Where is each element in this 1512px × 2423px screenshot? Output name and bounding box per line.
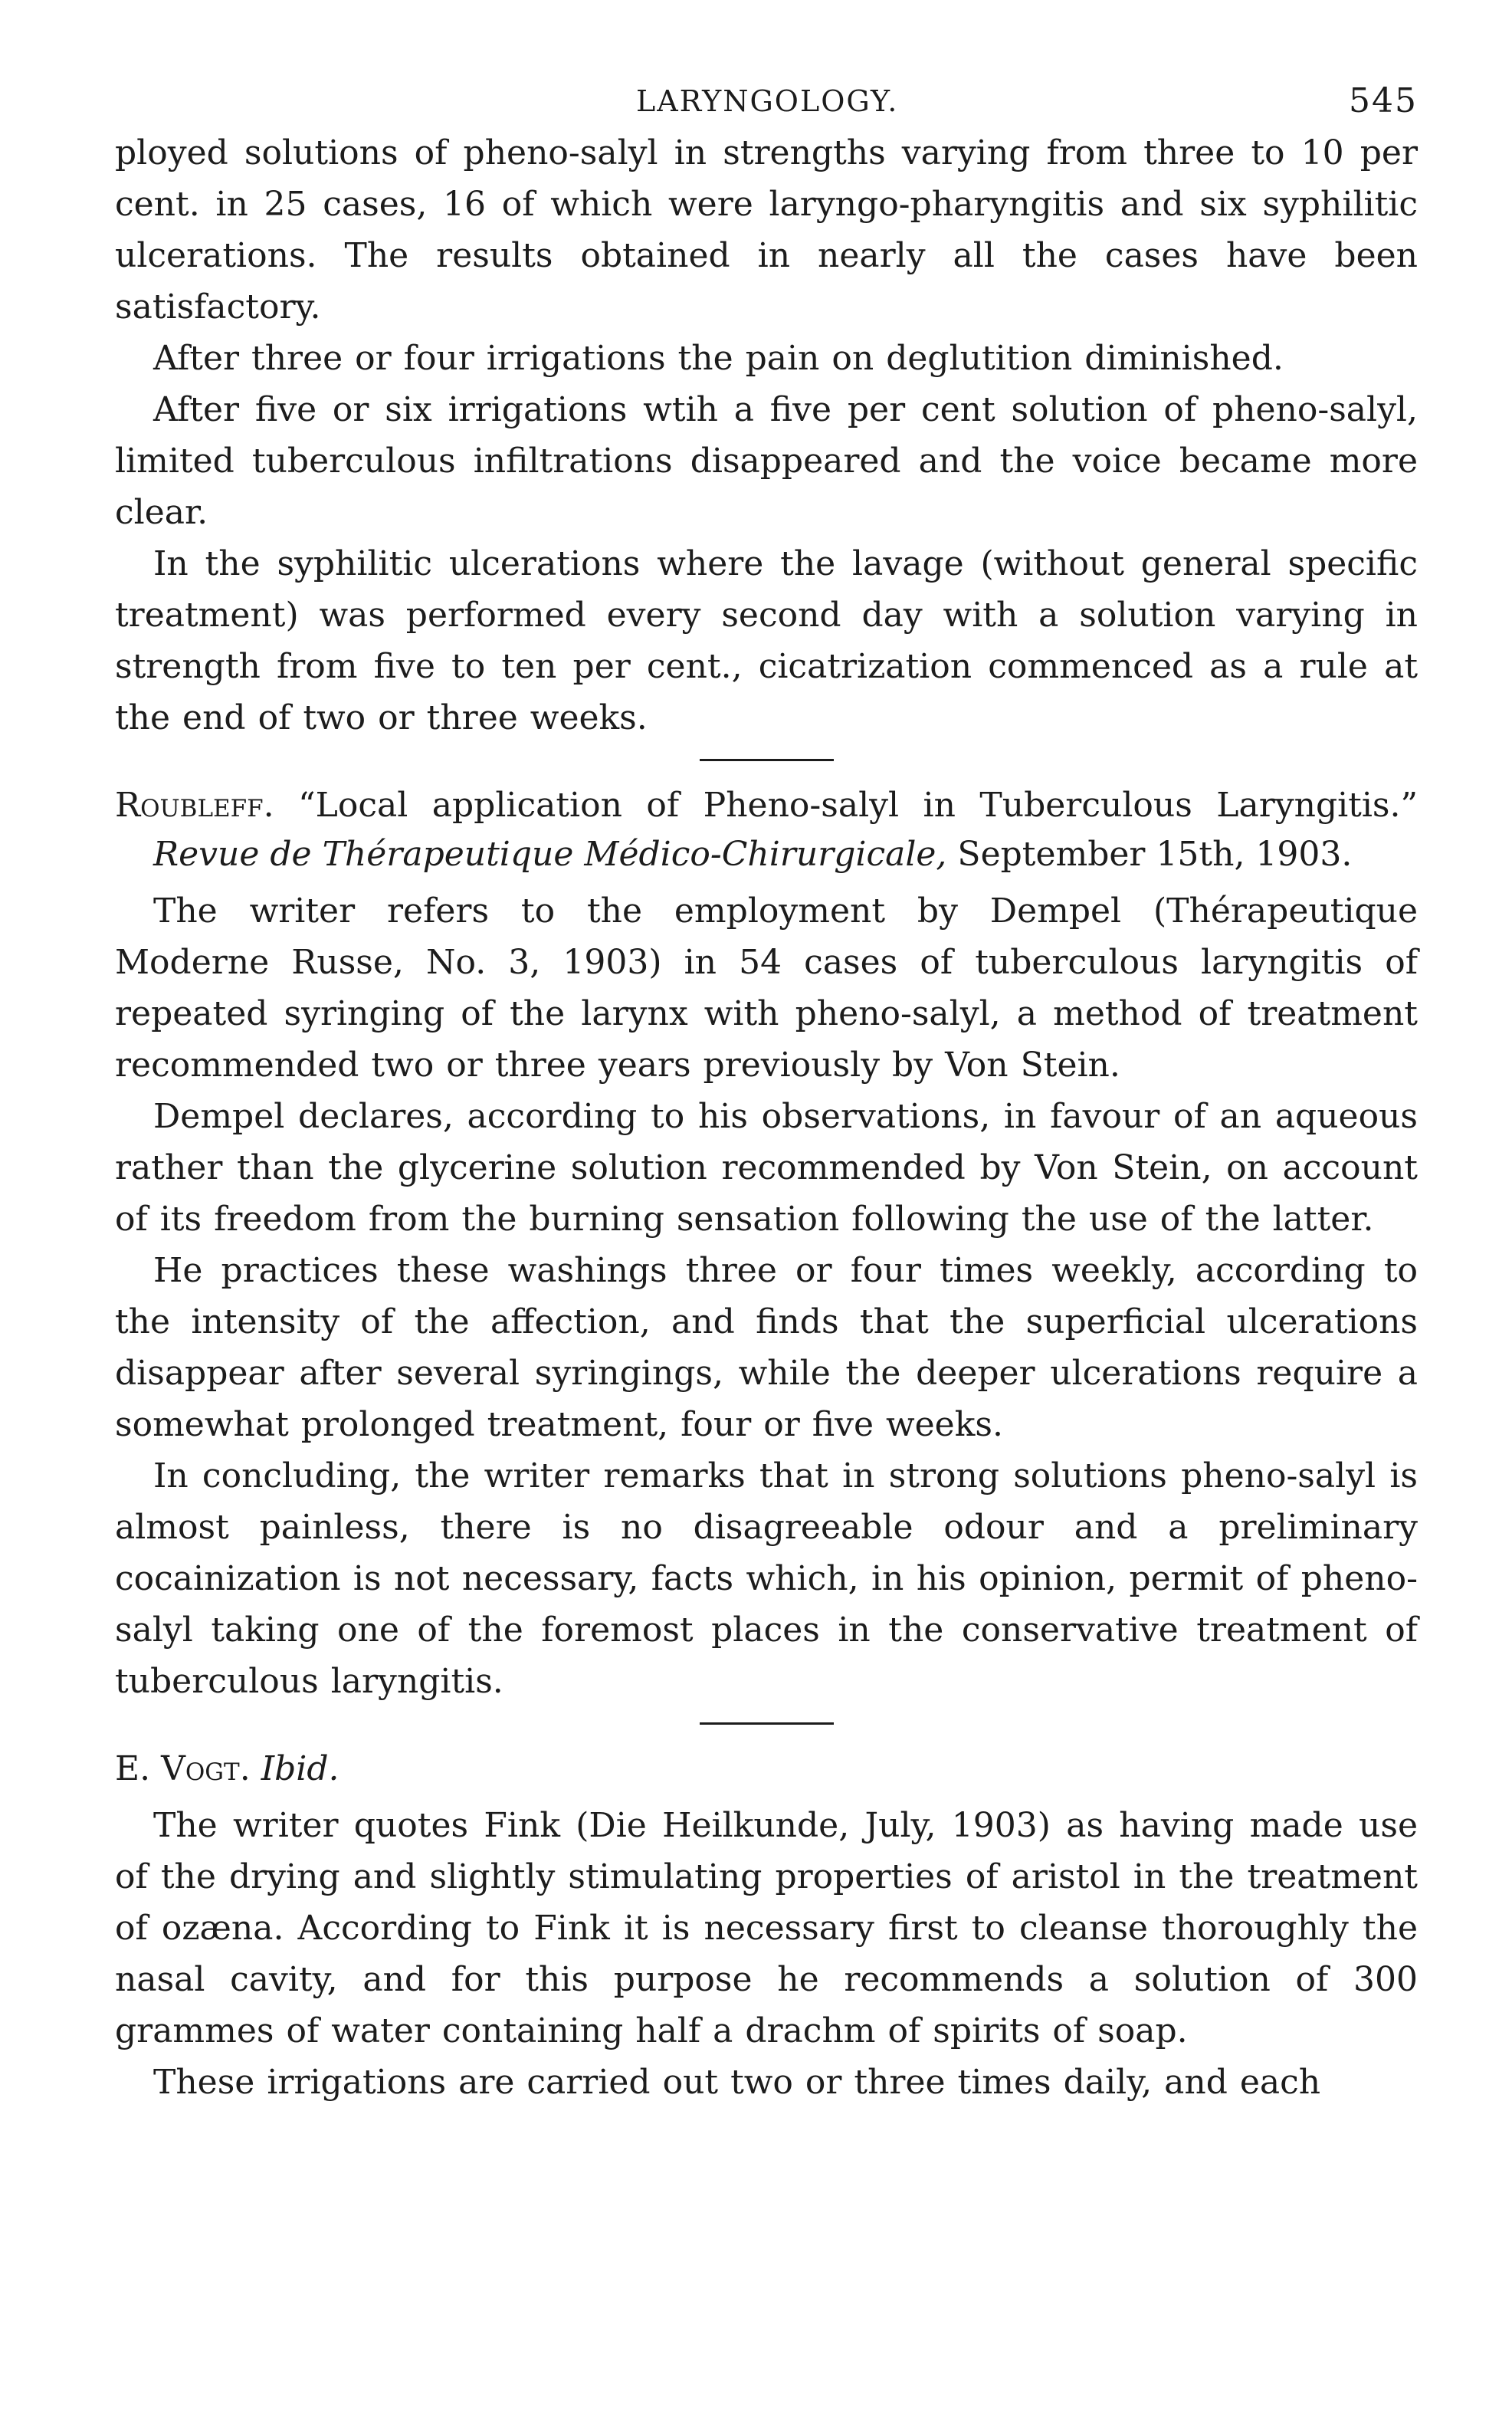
citation (115, 1745, 1418, 1794)
citation-source: Ibid. (261, 1749, 339, 1788)
citation-author: Roubleff. (115, 786, 274, 825)
book-page (115, 74, 1418, 2108)
paragraph: These irrigations are carried out two or three times daily, and each (153, 2063, 1321, 2102)
section-divider (700, 1722, 834, 1725)
page-number: 545 (1349, 81, 1418, 120)
paragraph: ployed solutions of pheno-salyl in strengths varying from three to 10 per cent. in 25 cases, 16 of which were laryngo-pharyngitis and six syphilitic ulcerations. The results obtained in nearly all the cases have been satisfactory. (115, 133, 1418, 327)
citation-author: E. Vogt. (115, 1749, 251, 1788)
paragraph: The writer refers to the employment by Dempel (Thérapeutique Moderne Russe, No. 3, 1903) in 54 cases of tuberculous laryngitis of repeated syringing of the larynx with pheno-salyl, a method of treatment recommended two or three years previously by Von Stein. (115, 891, 1418, 1085)
section-roubleff (115, 781, 1418, 1707)
paragraph: Dempel declares, according to his observations, in favour of an aqueous rather than the glycerine solution recommended by Von Stein, on account of its freedom from the burning sensation following the use of the latter. (115, 1097, 1418, 1239)
paragraph: After five or six irrigations wtih a five per cent solution of pheno-salyl, limited tuberculous infiltrations disappeared and the voice became more clear. (115, 390, 1418, 532)
paragraph: After three or four irrigations the pain on deglutition diminished. (153, 339, 1284, 378)
section-vogt (115, 1745, 1418, 2108)
paragraph: The writer quotes Fink (Die Heilkunde, July, 1903) as having made use of the drying and slightly stimulating properties of aristol in the treatment of ozæna. According to Fink it is necessary first to cleanse thoroughly the nasal cavity, and for this purpose he recommends a solution of 300 grammes of water containing half a drachm of spirits of soap. (115, 1806, 1418, 2050)
paragraph: He practices these washings three or four times weekly, according to the intensity of the affection, and finds that the superficial ulcerations disappear after several syringings, while the deeper ulcerations require a somewhat prolonged treatment, four or five weeks. (115, 1251, 1418, 1444)
running-title: LARYNGOLOGY. (636, 84, 899, 118)
section-phenosalyl-results (115, 127, 1418, 744)
citation-title: “Local application of Pheno-salyl in Tuberculous Laryngitis.” (298, 786, 1418, 825)
citation-date: September 15th, 1903. (957, 835, 1353, 874)
citation-journal: Revue de Thérapeutique Médico-Chirurgicale, (153, 835, 947, 874)
paragraph: In concluding, the writer remarks that in strong solutions pheno-salyl is almost painless, there is no disagreeable odour and a preliminary cocainization is not necessary, facts which, in his opinion, permit of pheno-salyl taking one of the foremost places in the conservative treatment of tuberculous laryngitis. (115, 1456, 1418, 1701)
section-divider (700, 759, 834, 761)
paragraph: In the syphilitic ulcerations where the lavage (without general specific treatment) was performed every second day with a solution varying in strength from five to ten per cent., cicatrization commenced as a rule at the end of two or three weeks. (115, 544, 1418, 737)
citation (115, 781, 1418, 879)
running-header (115, 74, 1418, 127)
